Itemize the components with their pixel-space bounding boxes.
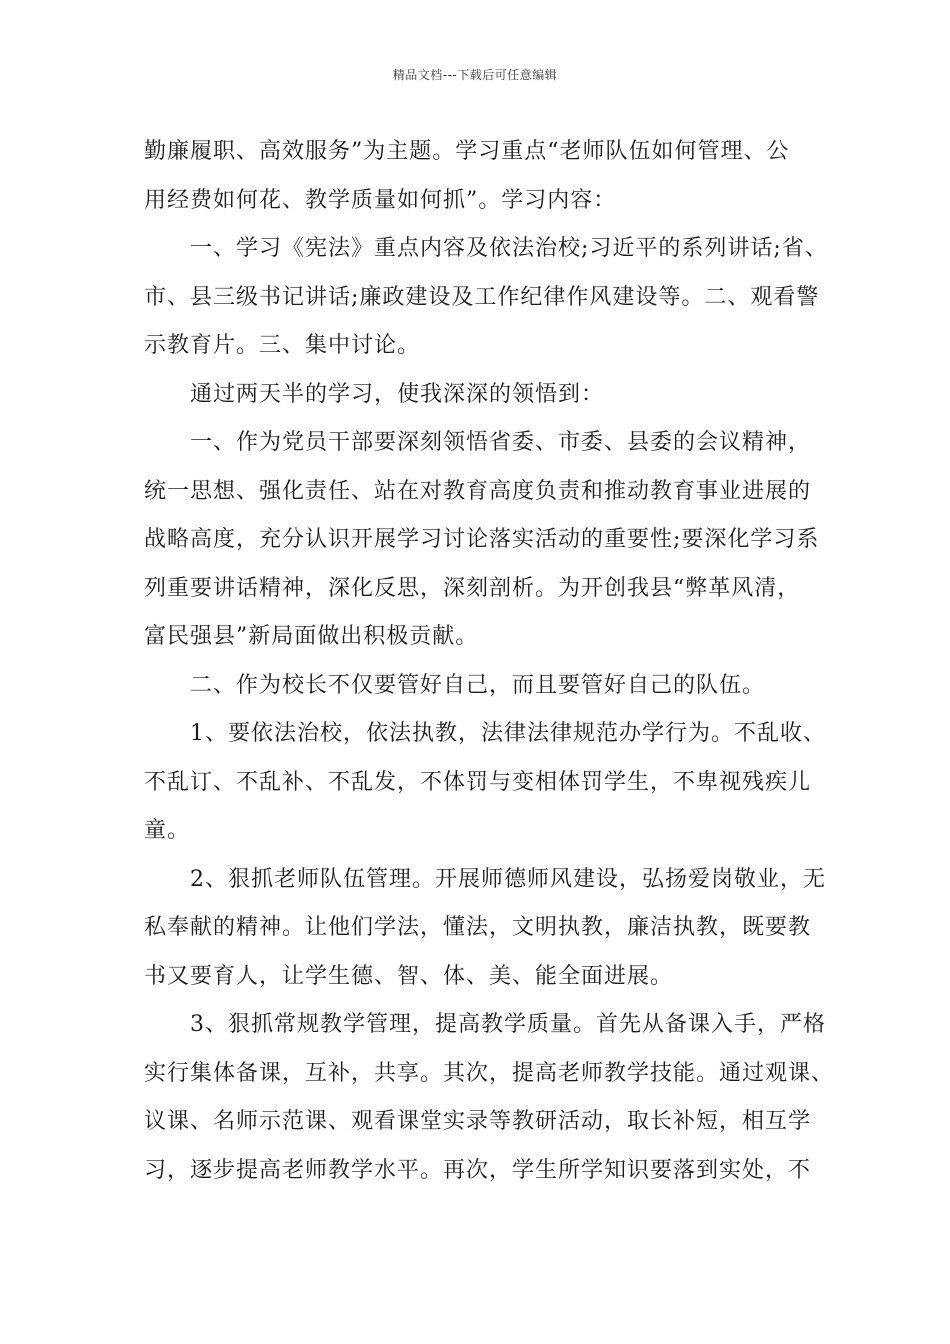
- paragraph-3: [144, 371, 824, 420]
- text-line: 战略高度，充分认识开展学习讨论落实活动的重要性;要深化学习系: [144, 527, 820, 552]
- paragraph-6: [144, 710, 824, 856]
- text-line: 习，逐步提高老师教学水平。再次，学生所学知识要落到实处，不: [144, 1157, 812, 1183]
- text-line: 一、作为党员干部要深刻领悟省委、市委、县委的会议精神，: [190, 430, 812, 455]
- text-line: 通过两天半的学习，使我深深的领悟到：: [190, 381, 605, 407]
- text-line: 富民强县”新局面做出积极贡献。: [144, 624, 479, 649]
- text-line: 统一思想、强化责任、站在对教育高度负责和推动教育事业进展的: [144, 478, 812, 504]
- paragraph-5: [144, 662, 824, 711]
- paragraph-2: [144, 225, 828, 371]
- text-line: 市、县三级书记讲话;廉政建设及工作纪律作风建设等。二、观看警: [144, 284, 820, 310]
- text-line: 一、学习《宪法》重点内容及依法治校;习近平的系列讲话;省、: [190, 236, 828, 261]
- text-line: 二、作为校长不仅要管好自己，而且要管好自己的队伍。: [190, 672, 766, 698]
- text-line: 用经费如何花、教学质量如何抓”。学习内容：: [144, 187, 617, 213]
- text-line: 3、狠抓常规教学管理，提高教学质量。首先从备课入手，严格: [190, 1012, 826, 1037]
- text-line: 列重要讲话精神，深化反思，深刻剖析。为开创我县“弊革风清，: [144, 575, 801, 601]
- text-line: 书又要育人，让学生德、智、体、美、能全面进展。: [144, 963, 674, 989]
- text-line: 不乱订、不乱补、不乱发，不体罚与变相体罚学生，不卑视残疾儿: [144, 769, 812, 795]
- text-line: 实行集体备课，互补，共享。其次，提高老师教学技能。通过观课、: [144, 1060, 835, 1086]
- text-line: 示教育片。三、集中讨论。: [144, 333, 421, 358]
- text-line: 2、狠抓老师队伍管理。开展师德师风建设，弘扬爱岗敬业，无: [190, 866, 826, 892]
- text-line: 私奉献的精神。让他们学法，懂法，文明执教，廉洁执教，既要教: [144, 915, 812, 940]
- page-header: 精品文档---下载后可任意编辑: [392, 68, 558, 82]
- paragraph-4: [144, 419, 824, 662]
- text-line: 勤廉履职、高效服务”为主题。学习重点“老师队伍如何管理、公: [144, 139, 790, 164]
- text-line: 议课、名师示范课、观看课堂实录等教研活动，取长补短，相互学: [144, 1109, 812, 1134]
- paragraph-8: [144, 1001, 835, 1195]
- paragraph-7: [144, 856, 824, 1002]
- document-body: [144, 128, 835, 1195]
- text-line: 童。: [144, 818, 191, 843]
- text-line: 1、要依法治校，依法执教，法律法律规范办学行为。不乱收、: [190, 721, 826, 746]
- paragraph-1: [144, 128, 824, 225]
